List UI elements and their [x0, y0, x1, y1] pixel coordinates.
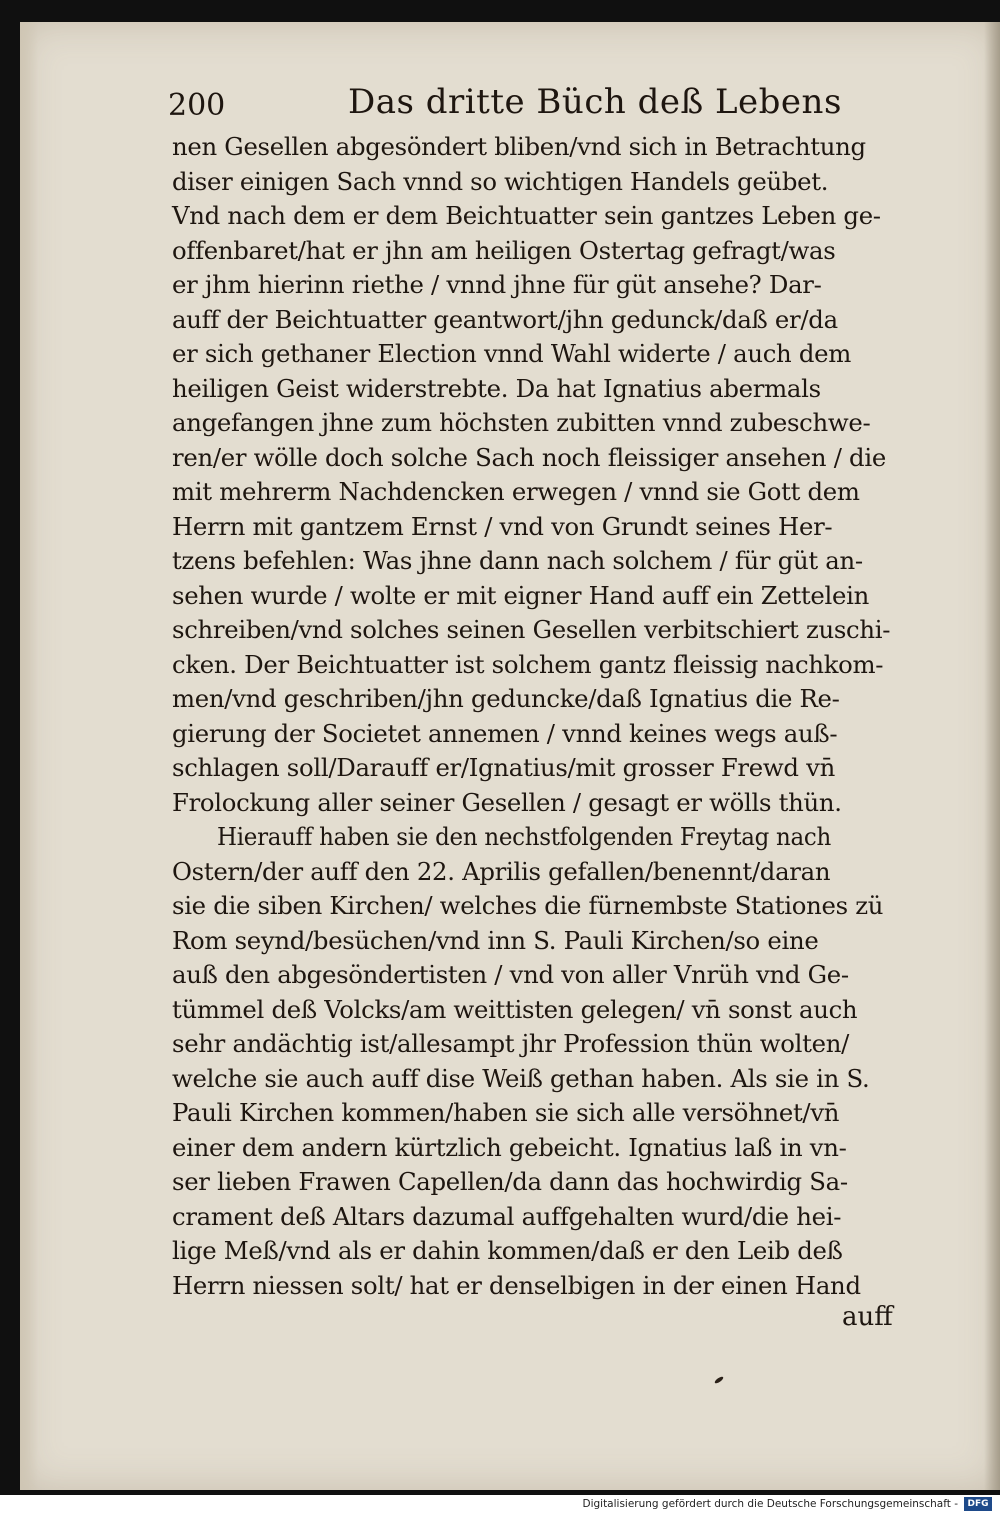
text-line: nen Gesellen abgesöndert bliben/vnd sich in Betrachtung [172, 132, 866, 161]
text-line: tümmel deß Volcks/am weittisten gelegen/ vn̄ sonst auch [172, 994, 858, 1024]
ink-speck [714, 1375, 724, 1384]
text-line: er jhm hierinn riethe / vnnd jhne für güt ansehe? Dar- [172, 270, 822, 299]
text-line: Rom seynd/besüchen/vnd inn S. Pauli Kirchen/so eine [172, 925, 819, 955]
text-line: gierung der Societet annemen / vnnd keines wegs auß- [172, 718, 838, 748]
text-line: ser lieben Frawen Capellen/da dann das hochwirdig Sa- [172, 1167, 848, 1196]
text-line: heiligen Geist widerstrebte. Da hat Ignatius abermals [172, 373, 821, 403]
text-line: schreiben/vnd solches seinen Gesellen verbitschiert zuschi- [172, 615, 891, 644]
text-line: Herrn niessen solt/ hat er denselbigen in der einen Hand [172, 1270, 861, 1300]
text-line: mit mehrerm Nachdencken erwegen / vnnd sie Gott dem [172, 477, 860, 506]
text-line: Frolockung aller seiner Gesellen / gesagt er wölls thün. [172, 787, 842, 817]
text-line: angefangen jhne zum höchsten zubitten vnnd zubeschwe- [172, 408, 871, 437]
page-gutter-shadow [20, 22, 38, 1490]
text-line: sehr andächtig ist/allesampt jhr Profession thün wolten/ [172, 1029, 850, 1058]
text-line: offenbaret/hat er jhn am heiligen Ostertag gefragt/was [172, 235, 836, 265]
text-line: diser einigen Sach vnnd so wichtigen Handels geübet. [172, 166, 829, 196]
digitization-footer [0, 1495, 1000, 1515]
dfg-logo: DFG [964, 1497, 992, 1511]
text-line: cken. Der Beichtuatter ist solchem gantz fleissig nachkom- [172, 649, 884, 679]
text-line: einer dem andern kürtzlich gebeicht. Ignatius laß in vn- [172, 1132, 847, 1162]
text-line: tzens befehlen: Was jhne dann nach solchem / für güt an- [172, 546, 863, 575]
page-number: 200 [168, 88, 226, 123]
text-line: ren/er wölle doch solche Sach noch fleissiger ansehen / die [172, 442, 886, 472]
text-line: auff der Beichtuatter geantwort/jhn gedunck/daß er/da [172, 304, 838, 334]
text-line: Herrn mit gantzem Ernst / vnd von Grundt seines Her- [172, 511, 833, 541]
text-line: Vnd nach dem er dem Beichtuatter sein gantzes Leben ge- [172, 201, 881, 230]
page-edge-shadow [984, 22, 1000, 1490]
text-line: lige Meß/vnd als er dahin kommen/daß er den Leib deß [172, 1236, 843, 1265]
text-line: crament deß Altars dazumal auffgehalten wurd/die hei- [172, 1201, 842, 1231]
body-text [172, 130, 932, 1303]
funding-credit: Digitalisierung gefördert durch die Deutsche Forschungsgemeinschaft - [582, 1498, 958, 1510]
text-line: Hierauff haben sie den nechstfolgenden Freytag nach [216, 822, 832, 851]
running-head: Das dritte Büch deß Lebens [348, 82, 842, 122]
catchword: auff [842, 1302, 893, 1332]
text-line: Pauli Kirchen kommen/haben sie sich alle versöhnet/vn̄ [172, 1098, 840, 1127]
text-line: sie die siben Kirchen/ welches die fürnembste Stationes zü [172, 891, 884, 920]
text-line: sehen wurde / wolte er mit eigner Hand auff ein Zettelein [172, 580, 869, 610]
text-line: welche sie auch auff dise Weiß gethan haben. Als sie in S. [172, 1063, 870, 1093]
book-page [20, 22, 1000, 1490]
page-header [168, 82, 908, 132]
text-line: schlagen soll/Darauff er/Ignatius/mit grosser Frewd vn̄ [172, 753, 835, 782]
text-line: auß den abgesöndertisten / vnd von aller Vnrüh vnd Ge- [172, 960, 849, 989]
text-line: er sich gethaner Election vnnd Wahl widerte / auch dem [172, 339, 852, 368]
text-line: Ostern/der auff den 22. Aprilis gefallen/benennt/daran [172, 856, 831, 886]
text-line: men/vnd geschriben/jhn geduncke/daß Ignatius die Re- [172, 684, 840, 713]
